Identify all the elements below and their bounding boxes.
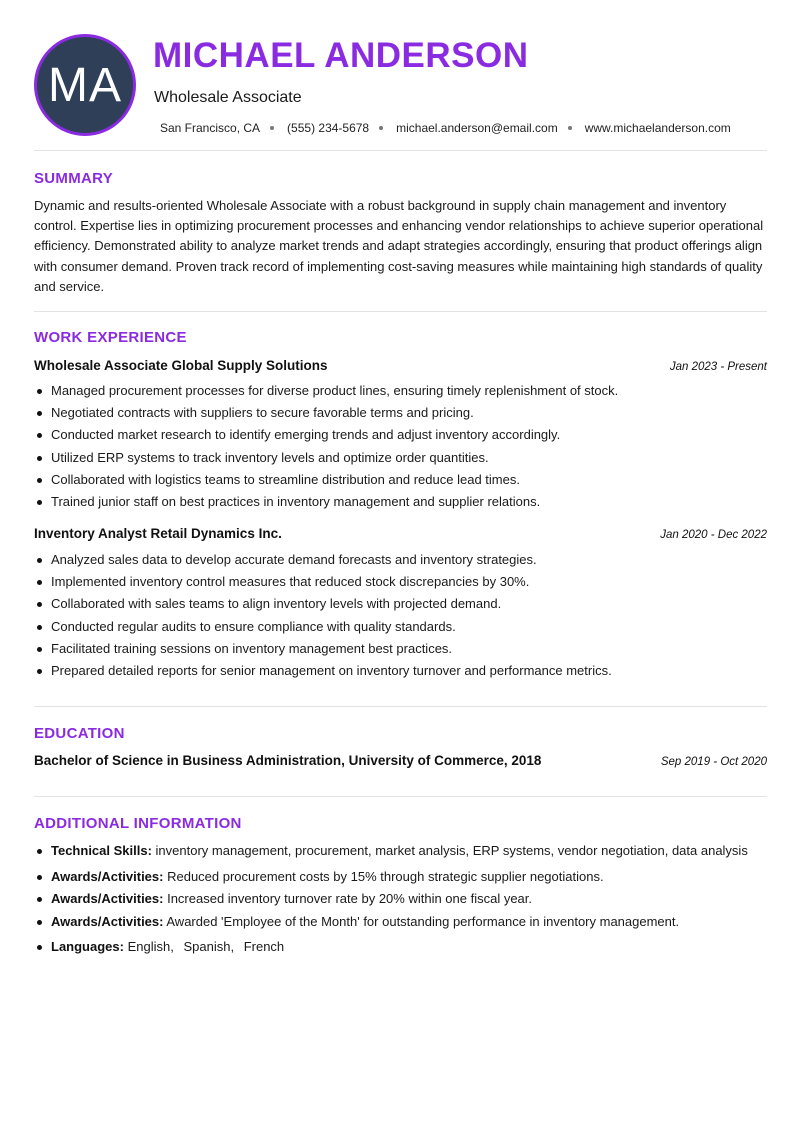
job-bullets: [34, 380, 767, 513]
contact-website: www.michaelanderson.com: [584, 121, 731, 135]
language: English,: [127, 939, 174, 954]
contact-email: michael.anderson@email.com: [396, 121, 558, 135]
divider: [34, 796, 767, 797]
candidate-title: Wholesale Associate: [154, 89, 302, 106]
info-value: Increased inventory turnover rate by 20% within one fiscal year.: [167, 891, 533, 906]
list-item: Facilitated training sessions on inventory management best practices.: [34, 638, 767, 660]
job-role: Wholesale Associate Global Supply Solutions: [34, 358, 328, 373]
info-label: Awards/Activities:: [51, 891, 164, 906]
info-label: Awards/Activities:: [51, 868, 164, 884]
list-item: Implemented inventory control measures that reduced stock discrepancies by 30%.: [34, 571, 767, 593]
work-experience-heading: WORK EXPERIENCE: [34, 329, 187, 346]
list-item: Conducted regular audits to ensure compliance with quality standards.: [34, 616, 767, 638]
education-degree: Bachelor of Science in Business Administration, University of Commerce, 2018: [34, 753, 542, 768]
divider: [34, 150, 767, 151]
education-entry: [34, 753, 767, 768]
list-item: Trained junior staff on best practices in inventory management and supplier relations.: [34, 491, 767, 513]
info-label: Technical Skills:: [51, 843, 152, 858]
separator-dot-icon: [270, 126, 274, 130]
list-item: [34, 911, 774, 934]
additional-info-heading: ADDITIONAL INFORMATION: [34, 815, 242, 832]
list-item: Collaborated with sales teams to align inventory levels with projected demand.: [34, 593, 767, 615]
list-item: Prepared detailed reports for senior management on inventory turnover and performance metrics.: [34, 660, 767, 682]
contact-location: San Francisco, CA: [160, 121, 261, 135]
separator-dot-icon: [379, 126, 383, 130]
job-role: Inventory Analyst Retail Dynamics Inc.: [34, 526, 282, 541]
list-item: Collaborated with logistics teams to streamline distribution and reduce lead times.: [34, 469, 767, 491]
additional-info-list: [34, 840, 774, 959]
info-label: Awards/Activities:: [51, 913, 164, 929]
job-dates: Jan 2020 - Dec 2022: [660, 529, 767, 541]
info-value: Reduced procurement costs by 15% through strategic supplier negotiations.: [167, 868, 604, 884]
job-header: [34, 526, 767, 541]
language: Spanish,: [183, 939, 235, 954]
languages-label: Languages:: [51, 939, 124, 954]
list-item: [34, 840, 774, 863]
avatar-initials: MA: [48, 58, 122, 112]
list-item: [34, 936, 774, 959]
job-header: [34, 358, 767, 373]
list-item: [34, 888, 774, 911]
list-item: Negotiated contracts with suppliers to secure favorable terms and pricing.: [34, 402, 767, 424]
list-item: Utilized ERP systems to track inventory levels and optimize order quantities.: [34, 447, 767, 469]
list-item: Analyzed sales data to develop accurate demand forecasts and inventory strategies.: [34, 549, 767, 571]
avatar: [34, 34, 136, 136]
candidate-name: MICHAEL ANDERSON: [153, 36, 529, 75]
list-item: Managed procurement processes for diverse product lines, ensuring timely replenishment of stock.: [34, 380, 767, 402]
contact-info: [160, 121, 731, 135]
divider: [34, 311, 767, 312]
separator-dot-icon: [568, 126, 572, 130]
summary-heading: SUMMARY: [34, 170, 114, 187]
education-dates: Sep 2019 - Oct 2020: [660, 756, 767, 768]
job-bullets: [34, 549, 767, 682]
info-value: Awarded 'Employee of the Month' for outstanding performance in inventory management.: [166, 913, 680, 929]
job-dates: Jan 2023 - Present: [669, 361, 767, 373]
divider: [34, 706, 767, 707]
language: French: [243, 939, 285, 954]
contact-phone: (555) 234-5678: [287, 121, 370, 135]
list-item: Conducted market research to identify emerging trends and adjust inventory accordingly.: [34, 424, 767, 446]
list-item: [34, 866, 774, 889]
summary-text: Dynamic and results-oriented Wholesale Associate with a robust background in supply chain management and inventory control. Expertise lies in optimizing procurement processes and enhancing vendor relationships to achieve superior operational efficiency. Demonstrated ability to analyze market trends and adapt strategies accordingly, ensuring that product offerings align with consumer demand. Proven track record of implementing cost-saving measures while maintaining high standards of quality and service.: [34, 198, 764, 294]
info-value: inventory management, procurement, market analysis, ERP systems, vendor negotiation, data analysis: [155, 843, 748, 858]
education-heading: EDUCATION: [34, 725, 125, 742]
